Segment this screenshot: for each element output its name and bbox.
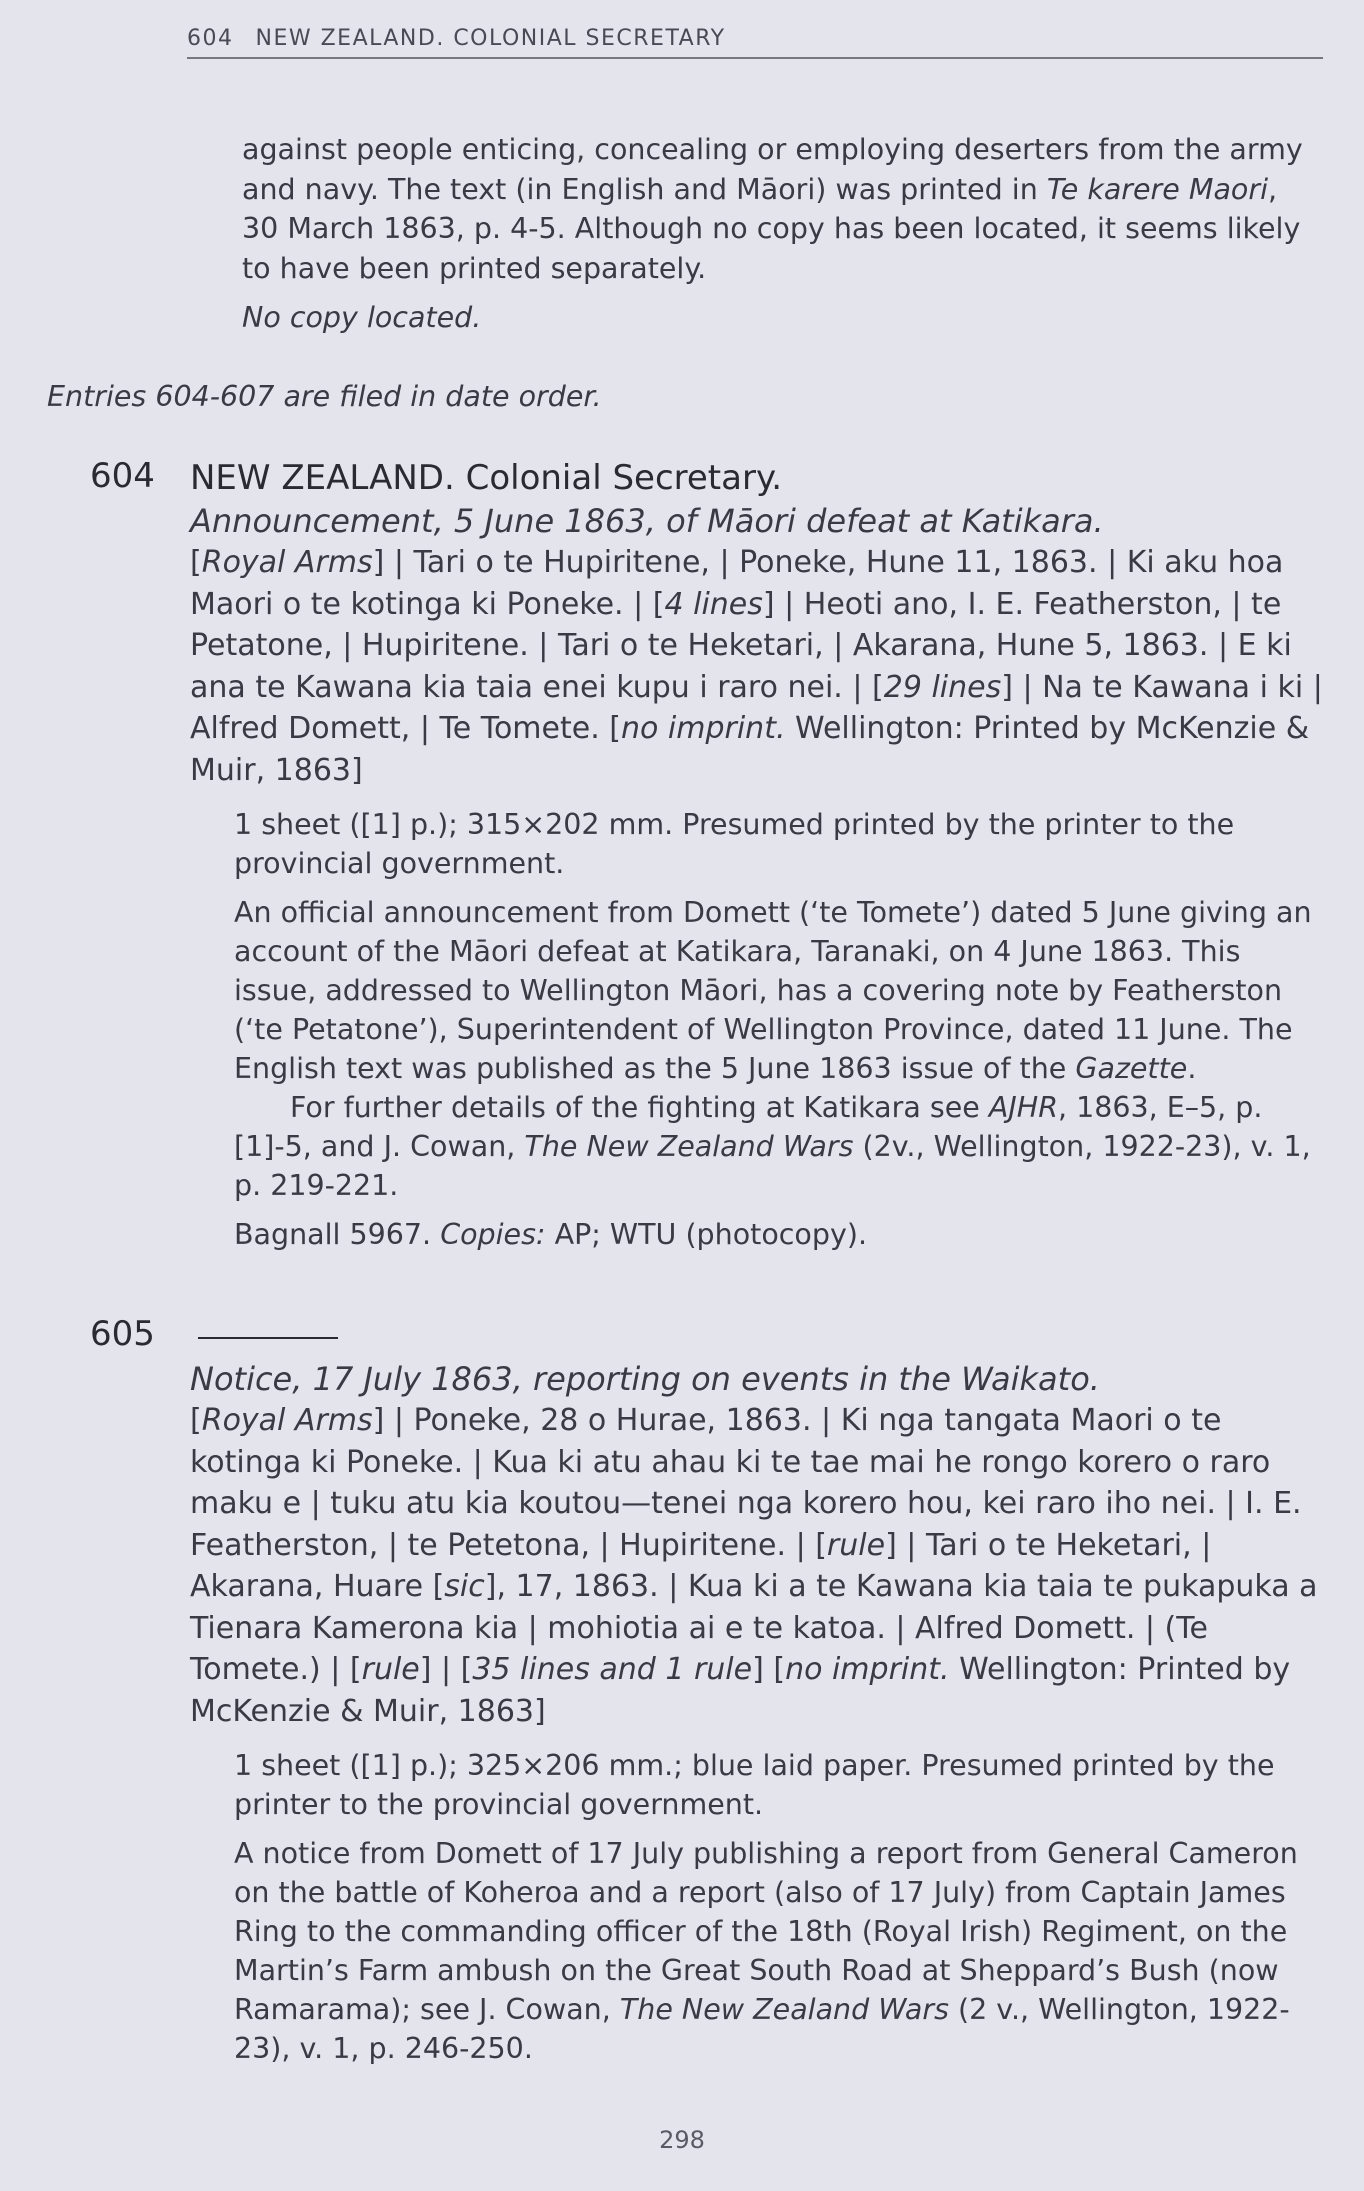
text-run: . [1187,1052,1197,1085]
header-running-title: NEW ZEALAND. COLONIAL SECRETARY [255,26,726,51]
text-run: ] [ [752,1652,786,1687]
reference-line [234,1215,1326,1254]
italic-title: Te karere Maori [1046,172,1268,206]
italic-run: rule [826,1527,886,1563]
transcription [190,1400,1326,1732]
continuation-block [242,130,1322,348]
italic-run: no imprint. [621,711,786,746]
text-run: ], 17, 1863. | Kua ki a te Kawana kia taia te pukapuka a Tienara Kamerona kia | mohiotia ai e te katoa. | Alfred Domett. | (Te Tomete.) | [ [190,1569,1318,1687]
header-page-number: 604 [187,26,234,51]
italic-run: The New Zealand Wars [524,1130,854,1163]
note-paragraph [234,1834,1326,2068]
entry-number: 605 [90,1314,155,1354]
entry-heading-dash [190,1314,1326,1358]
italic-run: rule [361,1652,420,1687]
italic-run: 4 lines [664,586,763,622]
text-run: For further details of the fighting at Katikara see [290,1091,989,1124]
text-run: , 1863, E–5, p. [1]-5, and J. Cowan, [234,1091,1263,1163]
text-run: Wellington: Printed by McKenzie & Muir, 1863] [190,1652,1291,1729]
italic-run: Copies: [440,1218,546,1251]
text-run: (2v., Wellington, 1922-23), v. 1, p. 219-221. [234,1130,1311,1202]
continuation-text [242,130,1322,288]
physical-description: 1 sheet ([1] p.); 315×202 mm. Presumed printed by the printer to the provincial government. [234,808,1235,880]
text-run: Wellington: Printed by McKenzie & Muir, 1863] [190,711,1310,788]
entry-heading: NEW ZEALAND. Colonial Secretary. [190,458,783,498]
italic-run: AJHR [988,1091,1059,1124]
repeat-heading-rule [198,1337,338,1339]
italic-run: The New Zealand Wars [619,1993,949,2026]
note-paragraph [234,1088,1326,1205]
note-paragraph [234,893,1326,1088]
text-run: [ [190,1403,202,1438]
italic-run: 35 lines and 1 rule [472,1652,753,1687]
text-run: ] | Tari o te Heketari, | Akarana, Huare [ [190,1527,1212,1604]
entry-604 [90,456,1326,1264]
italic-run: Gazette [1075,1052,1188,1085]
text-run: AP; WTU (photocopy). [545,1218,868,1251]
text-run: (2 v., Wellington, 1922-23), v. 1, p. 246-250. [234,1993,1290,2065]
transcription [190,542,1326,791]
entry-notes [234,805,1326,1254]
text-run: , 30 March 1863, p. 4-5. Although no copy has been located, it seems likely to have been printed separately. [242,172,1301,285]
text-run: ] | Tari o te Hupiritene, | Poneke, Hune 11, 1863. | Ki aku hoa Maori o te kotinga ki Poneke. | [ [190,545,1284,622]
entry-title: Notice, 17 July 1863, reporting on events in the Waikato. [190,1360,1100,1398]
text-run: against people enticing, concealing or employing deserters from the army and navy. The text (in English and Māori) was printed in [242,133,1303,206]
text-run: [ [190,545,202,580]
page-number: 298 [659,2126,705,2154]
filed-note: Entries 604-607 are filed in date order. [47,380,602,413]
text-run: ] | [ [419,1652,473,1687]
text-run: Bagnall 5967. [234,1218,441,1251]
entry-notes [234,1746,1326,2068]
text-run: A notice from Domett of 17 July publishing a report from General Cameron on the battle of Koheroa and a report (also of 17 July) from Captain James Ring to the commanding officer of the 18th (Royal Irish) Regiment, on the Martin’s Farm ambush on the Great South Road at Sheppard’s Bush (now Ramarama); see J. Cowan, [234,1837,1298,2026]
physical-description: 1 sheet ([1] p.); 325×206 mm.; blue laid paper. Presumed printed by the printer to the provincial government. [234,1749,1275,1821]
text-run: ] | Poneke, 28 o Hurae, 1863. | Ki nga tangata Maori o te kotinga ki Poneke. | Kua ki atu ahau ki te tae mai he rongo korero o raro maku e | tuku atu kia koutou—tenei nga korero hou, kei raro iho nei. | I. E. Featherston, | te Petetona, | Hupiritene. | [ [190,1403,1302,1563]
italic-run: sic [444,1569,485,1604]
italic-run: no imprint. [785,1652,950,1687]
entry-title: Announcement, 5 June 1863, of Māori defeat at Katikara. [190,502,1104,540]
no-copy-note: No copy located. [242,301,482,334]
italic-run: Royal Arms [201,545,373,580]
italic-run: 29 lines [883,669,1002,705]
italic-run: Royal Arms [201,1403,373,1438]
text-run: ] | Na te Kawana i ki | Alfred Domett, | Te Tomete. [ [190,669,1323,746]
entry-number: 604 [90,456,155,496]
entry-605 [90,1314,1326,2078]
text-run: ] | Heoti ano, I. E. Featherston, | te Petatone, | Hupiritene. | Tari o te Heketari, | Akarana, Hune 5, 1863. | E ki ana te Kawana kia taia enei kupu i raro nei. | [ [190,586,1292,705]
text-run: An official announcement from Domett (‘te Tomete’) dated 5 June giving an account of the Māori defeat at Katikara, Taranaki, on 4 June 1863. This issue, addressed to Wellington Māori, has a covering note by Featherston (‘te Petatone’), Superintendent of Wellington Province, dated 11 June. The English text was published as the 5 June 1863 issue of the [234,896,1312,1085]
running-header [187,26,1323,59]
